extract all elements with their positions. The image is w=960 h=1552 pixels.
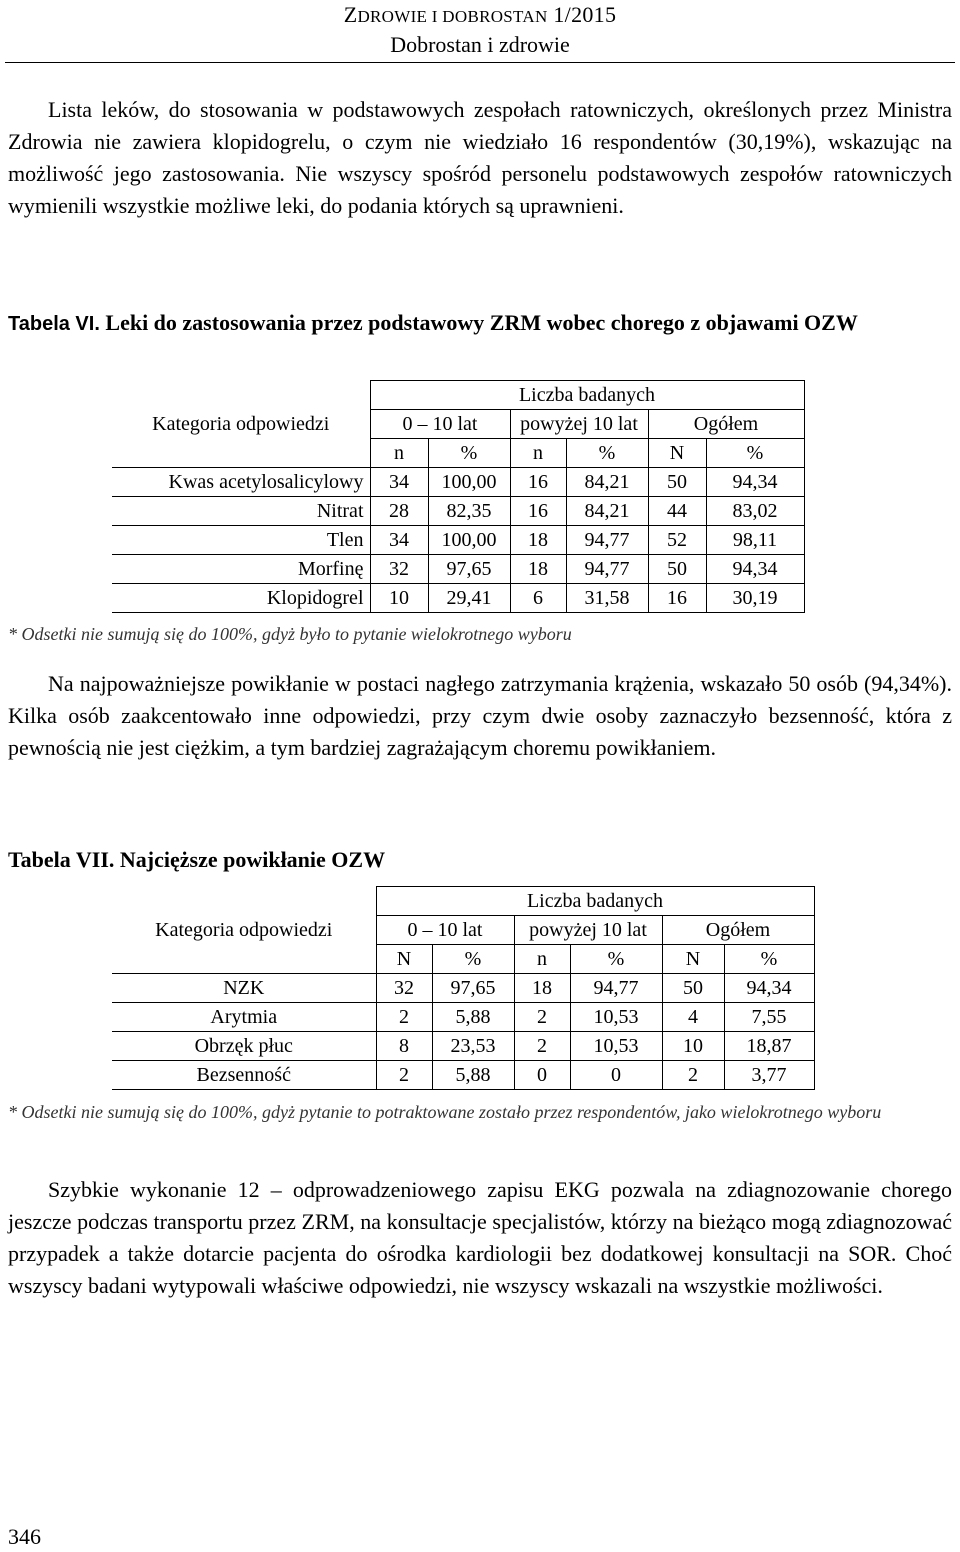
table6-row xyxy=(112,555,804,584)
table7-col-group: 0 – 10 lat xyxy=(376,916,514,945)
table6-row xyxy=(112,526,804,555)
table7-cell: 3,77 xyxy=(724,1061,814,1090)
table7-header-row-2 xyxy=(112,916,814,945)
table7-subheader: n xyxy=(514,945,570,974)
table7-header-row-1 xyxy=(112,887,814,916)
table7-row-label: Arytmia xyxy=(112,1003,376,1032)
table7-col-group: Ogółem xyxy=(662,916,814,945)
table7-cell: 2 xyxy=(376,1061,432,1090)
table7-cell: 5,88 xyxy=(432,1003,514,1032)
table7-cell: 18 xyxy=(514,974,570,1003)
table6-cell: 32 xyxy=(370,555,428,584)
table7-row-label: Obrzęk płuc xyxy=(112,1032,376,1061)
table7-cell: 94,77 xyxy=(570,974,662,1003)
section-title: Dobrostan i zdrowie xyxy=(390,32,570,57)
table6-group-header: Liczba badanych xyxy=(370,381,804,410)
table6-cell: 30,19 xyxy=(706,584,804,613)
table7-subheader-row xyxy=(112,945,814,974)
table7-row-label: NZK xyxy=(112,974,376,1003)
table6-row-label: Nitrat xyxy=(112,497,370,526)
table7-subheader: % xyxy=(724,945,814,974)
table6-cell: 34 xyxy=(370,526,428,555)
table7-footnote: * Odsetki nie sumują się do 100%, gdyż pytanie to potraktowane zostało przez respondentów, jako wielokrotnego wyboru xyxy=(8,1102,882,1122)
table7-title: Najcięższe powikłanie OZW xyxy=(119,847,386,872)
table6-cell: 100,00 xyxy=(428,526,510,555)
table6-cell: 97,65 xyxy=(428,555,510,584)
table6 xyxy=(112,380,805,613)
table7-cell: 4 xyxy=(662,1003,724,1032)
table7-header-blank xyxy=(112,887,376,916)
table7-cell: 2 xyxy=(662,1061,724,1090)
table6-cell: 16 xyxy=(510,497,566,526)
table7-row xyxy=(112,1061,814,1090)
table6-subheader: % xyxy=(706,439,804,468)
table7-caption xyxy=(8,844,952,876)
table6-cell: 52 xyxy=(648,526,706,555)
table6-cell: 50 xyxy=(648,468,706,497)
table7-cell: 94,34 xyxy=(724,974,814,1003)
table6-footnote: * Odsetki nie sumują się do 100%, gdyż było to pytanie wielokrotnego wyboru xyxy=(8,624,572,644)
table7-cell: 97,65 xyxy=(432,974,514,1003)
table6-header-blank xyxy=(112,381,370,410)
table7-cell: 10 xyxy=(662,1032,724,1061)
table6-col-group: 0 – 10 lat xyxy=(370,410,510,439)
table6-cell: 50 xyxy=(648,555,706,584)
table7-cell: 2 xyxy=(514,1003,570,1032)
table7-cell: 32 xyxy=(376,974,432,1003)
journal-title-initial: Z xyxy=(343,2,358,27)
table6-cell: 44 xyxy=(648,497,706,526)
table6-cell: 10 xyxy=(370,584,428,613)
page-number: 346 xyxy=(8,1524,41,1549)
table7-row xyxy=(112,974,814,1003)
table6-cell: 94,34 xyxy=(706,555,804,584)
table7-subheader: % xyxy=(570,945,662,974)
table6-cell: 94,34 xyxy=(706,468,804,497)
table7-cell: 23,53 xyxy=(432,1032,514,1061)
table7-cell: 18,87 xyxy=(724,1032,814,1061)
table6-cell: 94,77 xyxy=(566,555,648,584)
table6-col-group: Ogółem xyxy=(648,410,804,439)
table6-subheader: n xyxy=(370,439,428,468)
journal-title-smallcaps: DROWIE I DOBROSTAN xyxy=(357,7,548,26)
header-rule xyxy=(5,62,955,63)
body-paragraph-3: Szybkie wykonanie 12 – odprowadzeniowego zapisu EKG pozwala na zdiagnozowanie chorego jeszcze podczas transportu przez ZRM, na konsultacje specjalistów, którzy na bieżąco mogą zdiagnozować przypadek a także dotarcie pacjenta do ośrodka kardiologii bez dodatkowej konsultacji na SOR. Choć wszyscy badani wytypowali właściwe odpowiedzi, nie wszyscy wskazali na wszystkie możliwości. xyxy=(8,1177,952,1298)
table7-cell: 50 xyxy=(662,974,724,1003)
table6-category-header: Kategoria odpowiedzi xyxy=(112,410,370,439)
table6-label: Tabela VI. xyxy=(8,313,100,335)
table6-subheader: N xyxy=(648,439,706,468)
table7-row-label: Bezsenność xyxy=(112,1061,376,1090)
running-header xyxy=(0,2,960,60)
table6-cell: 83,02 xyxy=(706,497,804,526)
table6-header-row-1 xyxy=(112,381,804,410)
journal-issue: 1/2015 xyxy=(553,2,617,27)
table7-cell: 2 xyxy=(514,1032,570,1061)
table6-row-label: Tlen xyxy=(112,526,370,555)
journal-title xyxy=(0,2,960,30)
table7-cell: 7,55 xyxy=(724,1003,814,1032)
table7-cell: 8 xyxy=(376,1032,432,1061)
table6-cell: 28 xyxy=(370,497,428,526)
table6-cell: 84,21 xyxy=(566,497,648,526)
table7-cell: 5,88 xyxy=(432,1061,514,1090)
table6-subheader: n xyxy=(510,439,566,468)
table6-row xyxy=(112,584,804,613)
table6-title: Leki do zastosowania przez podstawowy ZRM wobec chorego z objawami OZW xyxy=(105,310,858,335)
table7-subheader: % xyxy=(432,945,514,974)
table6-header-row-2 xyxy=(112,410,804,439)
table6-cell: 18 xyxy=(510,526,566,555)
table7-cell: 0 xyxy=(514,1061,570,1090)
table6-cell: 16 xyxy=(648,584,706,613)
table6-cell: 18 xyxy=(510,555,566,584)
table6-caption xyxy=(8,307,952,340)
table6-subheader-row xyxy=(112,439,804,468)
table6-cell: 84,21 xyxy=(566,468,648,497)
table7-subheader: N xyxy=(376,945,432,974)
table6-row-label: Morfinę xyxy=(112,555,370,584)
table7-cell: 2 xyxy=(376,1003,432,1032)
table6-cell: 100,00 xyxy=(428,468,510,497)
table7-subheader: N xyxy=(662,945,724,974)
table6-row-label: Klopidogrel xyxy=(112,584,370,613)
table6-subheader-blank xyxy=(112,439,370,468)
table6-col-group: powyżej 10 lat xyxy=(510,410,648,439)
table6-cell: 98,11 xyxy=(706,526,804,555)
table7-category-header: Kategoria odpowiedzi xyxy=(112,916,376,945)
table6-cell: 94,77 xyxy=(566,526,648,555)
table6-cell: 31,58 xyxy=(566,584,648,613)
table7-cell: 0 xyxy=(570,1061,662,1090)
table6-row xyxy=(112,497,804,526)
table6-cell: 6 xyxy=(510,584,566,613)
table7-group-header: Liczba badanych xyxy=(376,887,814,916)
table7 xyxy=(112,886,815,1090)
table7-row xyxy=(112,1003,814,1032)
table6-cell: 34 xyxy=(370,468,428,497)
table6-cell: 82,35 xyxy=(428,497,510,526)
body-paragraph-1: Lista leków, do stosowania w podstawowych zespołach ratowniczych, określonych przez Ministra Zdrowia nie zawiera klopidogrelu, o czym nie wiedziało 16 respondentów (30,19%), wskazując na możliwość jego zastosowania. Nie wszyscy spośród personelu podstawowych zespołów ratowniczych wymienili wszystkie możliwe leki, do podania których są uprawnieni. xyxy=(8,97,952,218)
table6-row-label: Kwas acetylosalicylowy xyxy=(112,468,370,497)
table6-row xyxy=(112,468,804,497)
table6-cell: 16 xyxy=(510,468,566,497)
table7-subheader-blank xyxy=(112,945,376,974)
table7-cell: 10,53 xyxy=(570,1003,662,1032)
body-paragraph-2: Na najpoważniejsze powikłanie w postaci nagłego zatrzymania krążenia, wskazało 50 osób (94,34%). Kilka osób zaakcentowało inne odpowiedzi, przy czym dwie osoby zaznaczyło bezsenność, która z pewnością nie jest ciężkim, a tym bardziej zagrażającym choremu powikłaniem. xyxy=(8,671,952,760)
table7-col-group: powyżej 10 lat xyxy=(514,916,662,945)
table6-subheader: % xyxy=(428,439,510,468)
table6-cell: 29,41 xyxy=(428,584,510,613)
table7-label: Tabela VII. xyxy=(8,847,115,872)
table7-row xyxy=(112,1032,814,1061)
table7-cell: 10,53 xyxy=(570,1032,662,1061)
table6-subheader: % xyxy=(566,439,648,468)
